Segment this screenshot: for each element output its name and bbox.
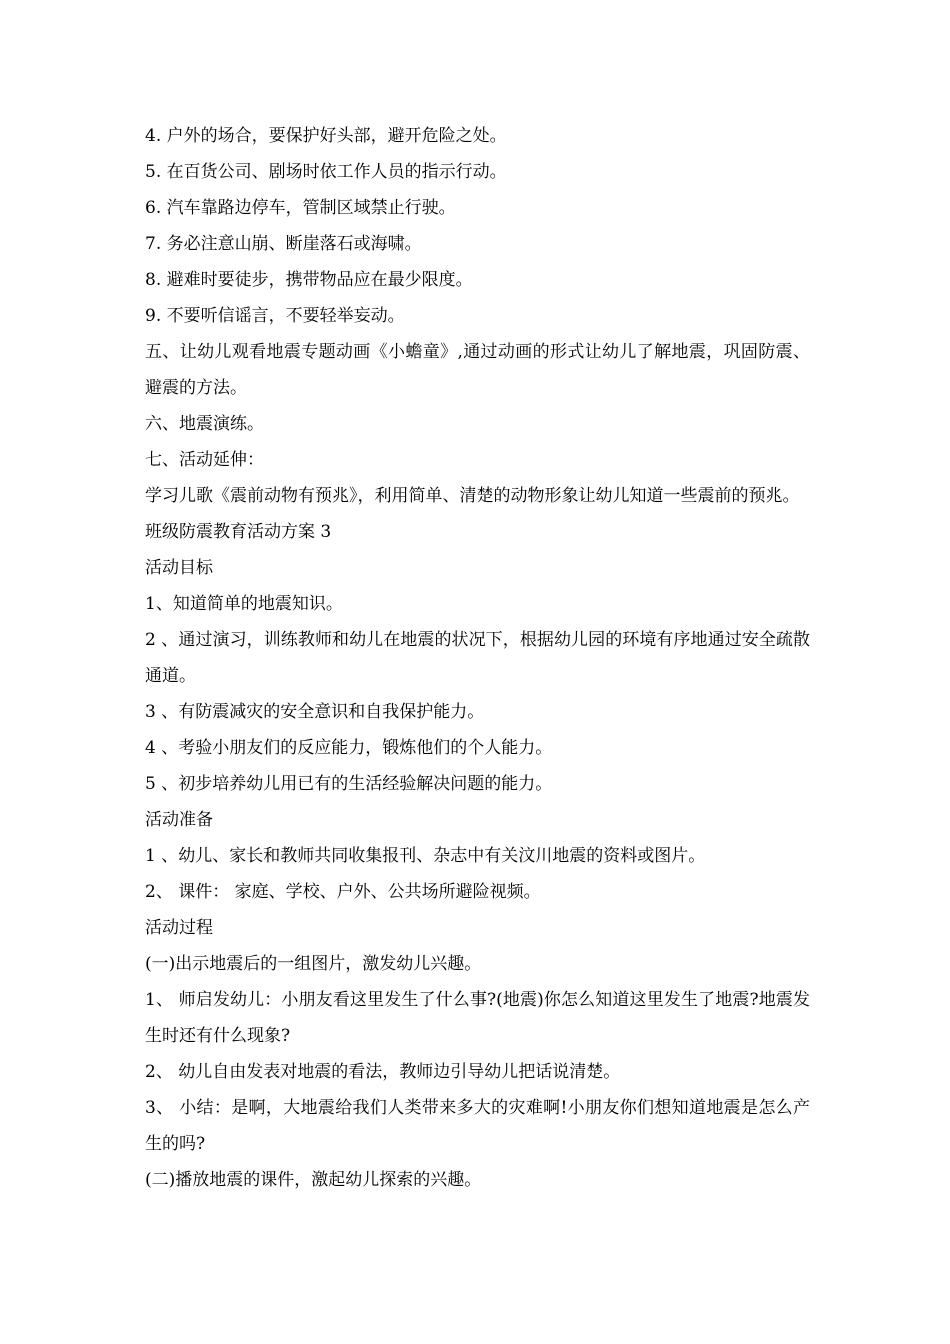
paragraph-item-8: 8. 避难时要徒步，携带物品应在最少限度。 — [145, 270, 473, 290]
section-six-heading: 六、地震演练。 — [145, 414, 264, 434]
goal-item-2: 2 、通过演习，训练教师和幼儿在地震的状况下，根据幼儿园的环境有序地通过安全疏散通道。 — [145, 630, 810, 686]
process-item-2: 2、 幼儿自由发表对地震的看法，教师边引导幼儿把话说清楚。 — [145, 1062, 621, 1082]
goal-item-4: 4 、考验小朋友们的反应能力，锻炼他们的个人能力。 — [145, 738, 553, 758]
process-heading: 活动过程 — [145, 918, 213, 938]
section-seven-heading: 七、活动延伸： — [145, 450, 264, 470]
process-item-1: 1、 师启发幼儿：小朋友看这里发生了什么事?(地震)你怎么知道这里发生了地震?地震发生时还有什么现象? — [145, 990, 810, 1046]
document-page — [145, 118, 810, 1198]
process-item-3: 3、 小结：是啊，大地震给我们人类带来多大的灾难啊!小朋友你们想知道地震是怎么产生的吗? — [145, 1098, 810, 1154]
paragraph-item-5: 5. 在百货公司、剧场时依工作人员的指示行动。 — [145, 162, 507, 182]
paragraph-item-9: 9. 不要听信谣言，不要轻举妄动。 — [145, 306, 405, 326]
plan-title: 班级防震教育活动方案 3 — [145, 522, 332, 542]
goal-item-5: 5 、初步培养幼儿用已有的生活经验解决问题的能力。 — [145, 774, 553, 794]
section-five-paragraph: 五、让幼儿观看地震专题动画《小蟾童》,通过动画的形式让幼儿了解地震，巩固防震、避震的方法。 — [145, 342, 810, 398]
paragraph-item-6: 6. 汽车靠路边停车，管制区域禁止行驶。 — [145, 198, 456, 218]
process-step-two: (二)播放地震的课件，激起幼儿探索的兴趣。 — [145, 1170, 482, 1190]
goal-item-1: 1、知道简单的地震知识。 — [145, 594, 343, 614]
paragraph-item-7: 7. 务必注意山崩、断崖落石或海啸。 — [145, 234, 422, 254]
preparation-item-1: 1 、幼儿、家长和教师共同收集报刊、杂志中有关汶川地震的资料或图片。 — [145, 846, 706, 866]
goal-item-3: 3 、有防震减灾的安全意识和自我保护能力。 — [145, 702, 485, 722]
paragraph-item-4: 4. 户外的场合，要保护好头部，避开危险之处。 — [145, 126, 507, 146]
goals-heading: 活动目标 — [145, 558, 213, 578]
preparation-item-2: 2、 课件： 家庭、学校、户外、公共场所避险视频。 — [145, 882, 541, 902]
process-step-one: (一)出示地震后的一组图片，激发幼儿兴趣。 — [145, 954, 482, 974]
preparation-heading: 活动准备 — [145, 810, 213, 830]
extension-paragraph: 学习儿歌《震前动物有预兆》，利用简单、清楚的动物形象让幼儿知道一些震前的预兆。 — [145, 486, 800, 506]
